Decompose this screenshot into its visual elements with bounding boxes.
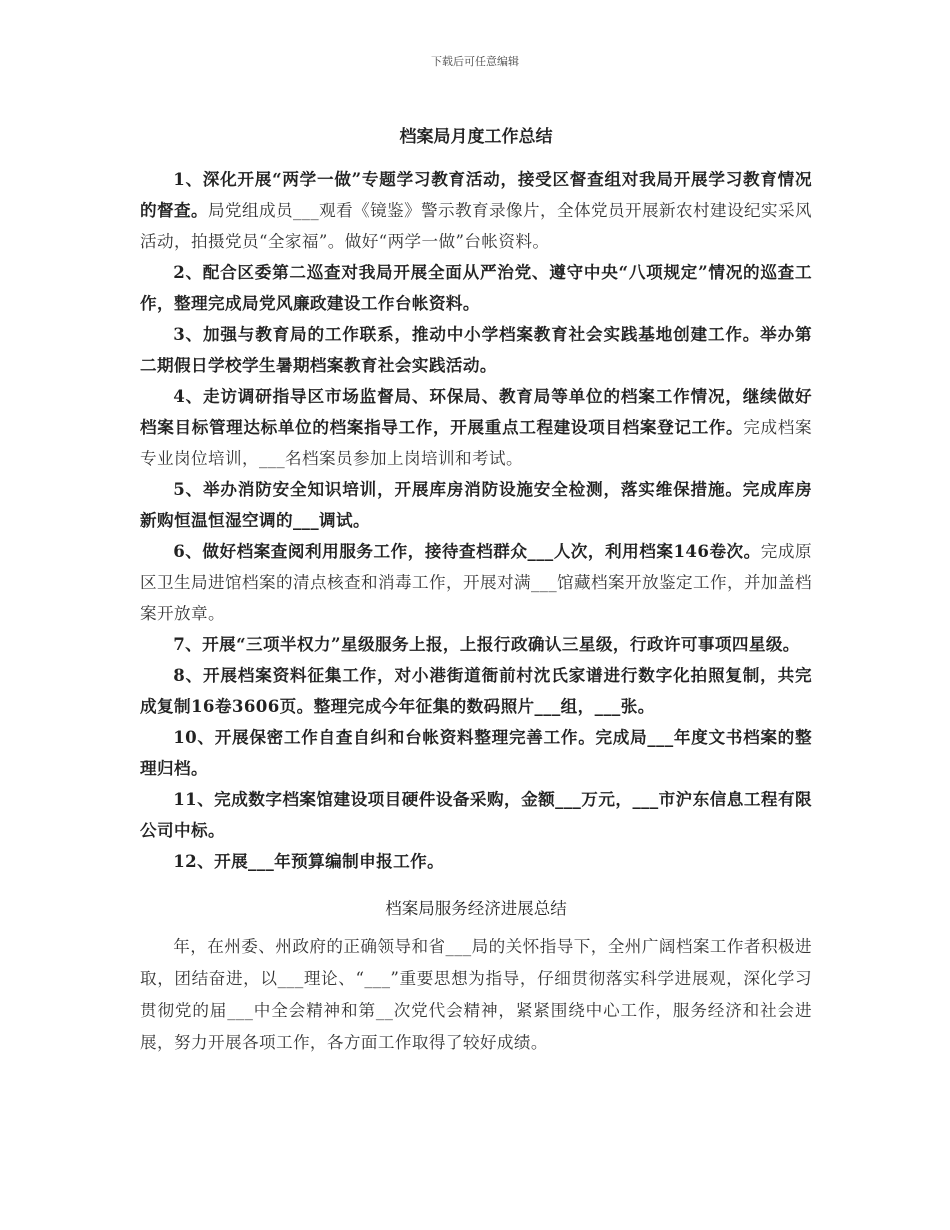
section-subtitle: 档案局服务经济进展总结 — [385, 899, 567, 918]
list-item — [140, 474, 812, 536]
list-item — [140, 784, 812, 846]
list-item — [140, 164, 812, 257]
item-bold-text: 2、配合区委第二巡查对我局开展全面从严治党、遵守中央“八项规定”情况的巡查工作，整理完成局党风廉政建设工作台帐资料。 — [140, 262, 812, 313]
item-normal-text: 局党组成员___观看《镜鉴》警示教育录像片，全体党员开展新农村建设纪实采风活动，拍摄党员“全家福”。做好“两学一做”台帐资料。 — [140, 201, 812, 251]
closing-paragraph: 年，在州委、州政府的正确领导和省___局的关怀指导下，全州广阔档案工作者积极进取，团结奋进，以___理论、“___”重要思想为指导，仔细贯彻落实科学进展观，深化学习贯彻党的届___中全会精神和第__次党代会精神，紧紧围绕中心工作，服务经济和社会进展，努力开展各项工作，各方面工作取得了较好成绩。 — [140, 937, 812, 1052]
item-bold-text: 8、开展档案资料征集工作，对小港街道衙前村沈氏家谱进行数字化拍照复制，共完成复制16卷3606页。整理完成今年征集的数码照片___组，___张。 — [140, 665, 812, 716]
item-bold-text: 12、开展___年预算编制申报工作。 — [173, 851, 445, 871]
item-normal-text: 完成原区卫生局进馆档案的清点核查和消毒工作，开展对满___馆藏档案开放鉴定工作，并加盖档案开放章。 — [140, 542, 812, 623]
item-bold-text: 7、开展“三项半权力”星级服务上报，上报行政确认三星级，行政许可事项四星级。 — [173, 634, 800, 654]
item-normal-text: 完成档案专业岗位培训，___名档案员参加上岗培训和考试。 — [140, 418, 813, 468]
item-bold-text: 6、做好档案查阅利用服务工作，接待查档群众___人次，利用档案146卷次。 — [173, 541, 761, 561]
list-item — [140, 629, 812, 660]
list-item — [140, 381, 812, 474]
item-bold-text: 5、举办消防安全知识培训，开展库房消防设施安全检测，落实维保措施。完成库房新购恒温恒湿空调的___调试。 — [140, 479, 812, 530]
document-title: 档案局月度工作总结 — [399, 127, 553, 147]
header-note: 下载后可任意编辑 — [431, 55, 519, 68]
list-item — [140, 319, 812, 381]
item-bold-text: 10、开展保密工作自查自纠和台帐资料整理完善工作。完成局___年度文书档案的整理归档。 — [140, 727, 812, 778]
item-bold-text: 1、深化开展“两学一做”专题学习教育活动，接受区督查组对我局开展学习教育情况的督查。 — [140, 169, 812, 220]
document-body — [140, 118, 812, 1059]
list-item — [140, 846, 812, 877]
list-item — [140, 722, 812, 784]
list-item — [140, 536, 812, 629]
list-item — [140, 257, 812, 319]
item-bold-text: 11、完成数字档案馆建设项目硬件设备采购，金额___万元，___市沪东信息工程有限公司中标。 — [140, 789, 812, 840]
list-item — [140, 660, 812, 722]
item-bold-text: 3、加强与教育局的工作联系，推动中小学档案教育社会实践基地创建工作。举办第二期假日学校学生暑期档案教育社会实践活动。 — [140, 324, 812, 375]
item-bold-text: 4、走访调研指导区市场监督局、环保局、教育局等单位的档案工作情况，继续做好档案目标管理达标单位的档案指导工作，开展重点工程建设项目档案登记工作。 — [140, 386, 812, 437]
